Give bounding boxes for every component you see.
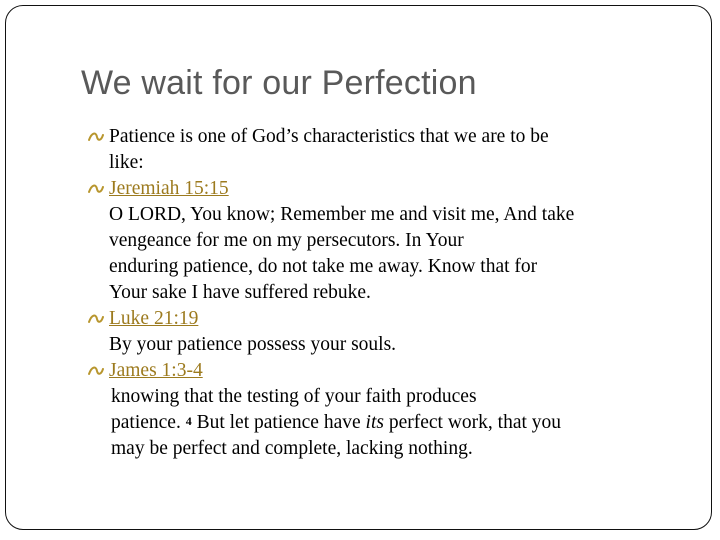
- bullet-luke: [87, 306, 687, 332]
- bullet-line: Patience is one of God’s characteristics that we are to be: [109, 126, 549, 147]
- wave-bullet-icon: [87, 181, 105, 197]
- wave-bullet-icon: [87, 129, 105, 145]
- verse-line: O LORD, You know; Remember me and visit me, And take: [109, 204, 575, 225]
- verse-number: 4: [185, 414, 192, 428]
- italic-word: its: [365, 412, 384, 433]
- slide: [5, 5, 712, 530]
- verse-text-segment: patience.: [111, 412, 186, 433]
- verse-line: By your patience possess your souls.: [109, 334, 397, 355]
- wave-bullet-icon: [87, 311, 105, 327]
- scripture-reference-link[interactable]: James 1:3-4: [109, 360, 203, 381]
- slide-body: [87, 124, 687, 462]
- bullet-jeremiah: [87, 176, 687, 202]
- verse-text-james: [87, 384, 687, 462]
- verse-line: vengeance for me on my persecutors. In Your: [109, 230, 464, 251]
- verse-text-luke: [87, 332, 687, 358]
- verse-line: enduring patience, do not take me away. Know that for: [109, 256, 538, 277]
- verse-text-segment: But let patience have: [191, 412, 366, 433]
- verse-text-segment: perfect work, that you: [383, 412, 562, 433]
- scripture-reference-link[interactable]: Luke 21:19: [109, 308, 199, 329]
- verse-line: knowing that the testing of your faith produces: [111, 386, 477, 407]
- verse-line: [111, 410, 687, 436]
- bullet-line: like:: [109, 152, 144, 173]
- scripture-reference-link[interactable]: Jeremiah 15:15: [109, 178, 229, 199]
- verse-line: Your sake I have suffered rebuke.: [109, 282, 371, 303]
- verse-line: may be perfect and complete, lacking nothing.: [111, 438, 473, 459]
- bullet-james: [87, 358, 687, 384]
- verse-text-jeremiah: [87, 202, 687, 306]
- wave-bullet-icon: [87, 363, 105, 379]
- bullet-patience: [87, 124, 687, 176]
- slide-title: We wait for our Perfection: [81, 64, 477, 102]
